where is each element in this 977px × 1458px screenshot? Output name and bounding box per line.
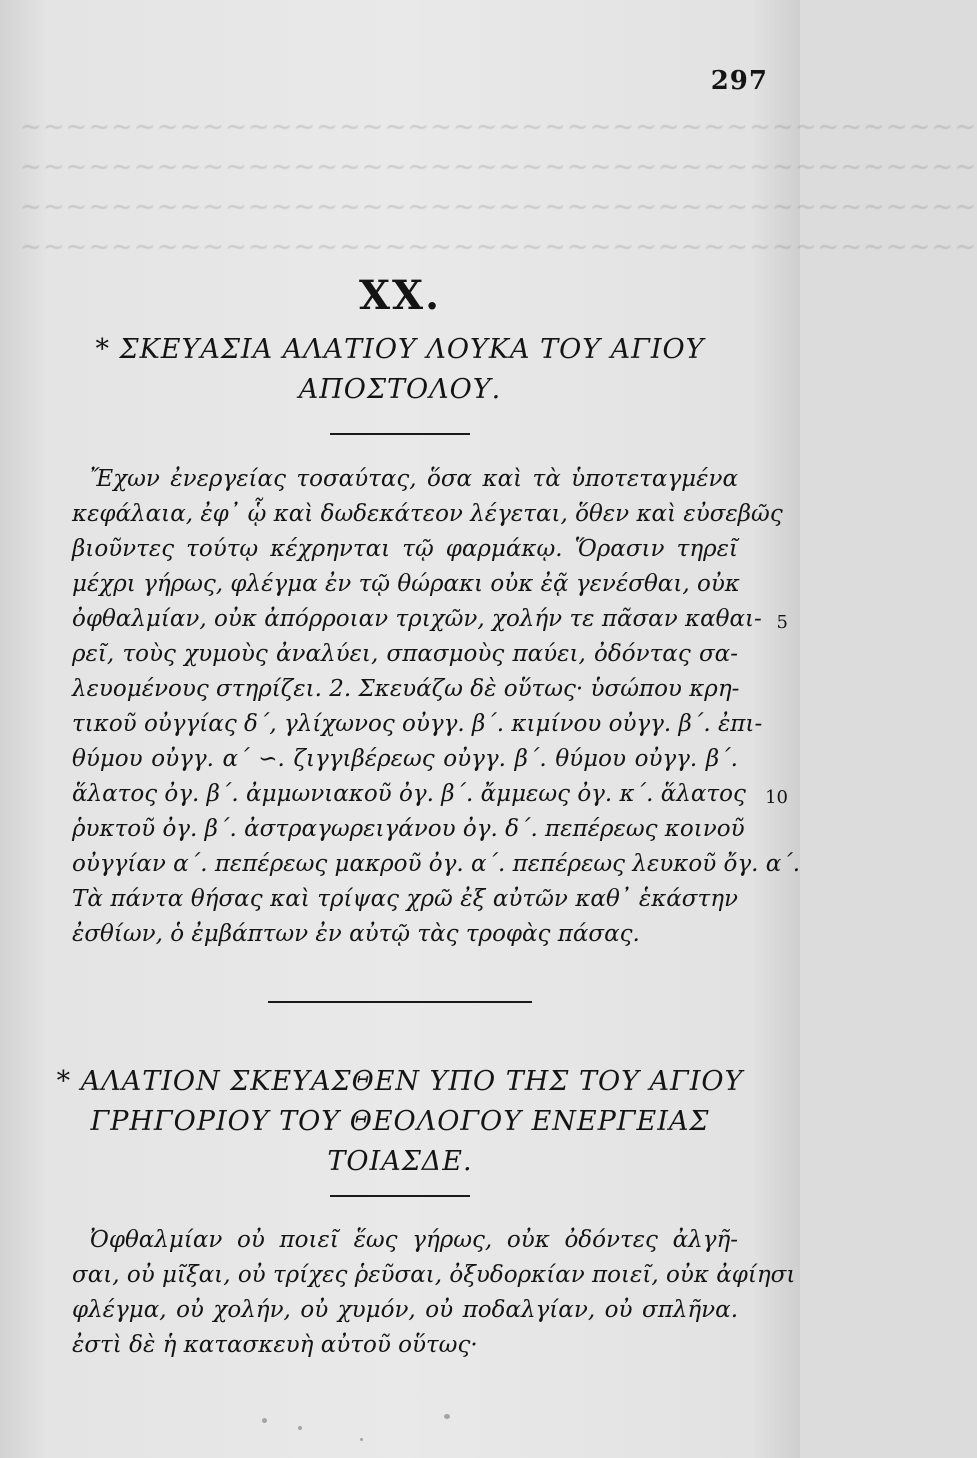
section-rule [330, 433, 470, 435]
heading-line: ΤΟΙΑΣΔΕ. [327, 1146, 473, 1177]
text-line: ὀφθαλμίαν, οὐκ ἀπόρροιαν τριχῶν, χολήν τε πᾶσαν καθαι- [72, 606, 762, 632]
section-rule [330, 1195, 470, 1197]
text-line: ἐσθίων, ὁ ἐμβάπτων ἐν αὐτῷ τὰς τροφὰς πάσας. [72, 921, 640, 947]
print-speck [298, 1426, 302, 1430]
text-line: σαι, οὐ μῖξαι, οὐ τρίχες ῥεῦσαι, ὀξυδορκίαν ποιεῖ, οὐκ ἀφίησι [72, 1262, 796, 1288]
text-line: Ἔχων ἐνεργείας τοσαύτας, ὅσα καὶ τὰ ὑποτεταγμένα [90, 466, 738, 492]
print-speck [262, 1418, 267, 1423]
margin-line-number: 10 [765, 787, 788, 808]
heading-line: ΑΠΟΣΤΟΛΟΥ. [298, 374, 502, 405]
text-line: Ὀφθαλμίαν οὐ ποιεῖ ἕως γήρως, οὐκ ὀδόντες ἀλγῆ- [90, 1227, 738, 1253]
text-line: φλέγμα, οὐ χολήν, οὐ χυμόν, οὐ ποδαλγίαν, οὐ σπλῆνα. [72, 1297, 738, 1323]
show-through-texture: ~~~~~~~~~~~~~~~~~~~~~~~~~~~~~~~~~~~~~~~~~~ [20, 232, 977, 262]
show-through-texture: ~~~~~~~~~~~~~~~~~~~~~~~~~~~~~~~~~~~~~~~~~~ [20, 112, 977, 142]
text-line: μέχρι γήρως, φλέγμα ἐν τῷ θώρακι οὐκ ἐᾷ γενέσθαι, οὐκ [72, 571, 740, 597]
section-heading-1 [40, 330, 760, 410]
heading-line: * ΑΛΑΤΙΟΝ ΣΚΕΥΑΣΘΕΝ ΥΠΟ ΤΗΣ ΤΟΥ ΑΓΙΟΥ [56, 1066, 744, 1097]
chapter-number: XX. [359, 272, 441, 319]
print-speck [444, 1414, 450, 1419]
text-line: ἐστὶ δὲ ἡ κατασκευὴ αὐτοῦ οὕτως· [72, 1332, 478, 1358]
show-through-texture: ~~~~~~~~~~~~~~~~~~~~~~~~~~~~~~~~~~~~~~~~~~ [20, 152, 977, 182]
margin-line-number: 5 [776, 612, 788, 633]
text-line: θύμου οὐγγ. α΄ ∽. ζιγγιβέρεως οὐγγ. β΄. θύμου οὐγγ. β΄. [72, 746, 738, 772]
text-line: βιοῦντες τούτῳ κέχρηνται τῷ φαρμάκῳ. Ὅρασιν τηρεῖ [72, 536, 738, 562]
text-line: κεφάλαια, ἐφ᾽ ᾧ καὶ δωδεκάτεον λέγεται, ὅθεν καὶ εὐσεβῶς [72, 501, 783, 527]
text-line: ἅλατος ὀγ. β΄. ἀμμωνιακοῦ ὀγ. β΄. ἄμμεως ὀγ. κ΄. ἅλατος [72, 781, 746, 807]
section-body-2 [72, 1223, 796, 1363]
section-divider [268, 1001, 532, 1003]
text-line: ῥυκτοῦ ὀγ. β΄. ἀστραγωρειγάνου ὀγ. δ΄. πεπέρεως κοινοῦ [72, 816, 745, 842]
heading-line: ΓΡΗΓΟΡΙΟΥ ΤΟΥ ΘΕΟΛΟΓΟΥ ΕΝΕΡΓΕΙΑΣ [90, 1106, 710, 1137]
text-line: οὐγγίαν α΄. πεπέρεως μακροῦ ὀγ. α΄. πεπέρεως λευκοῦ ὄγ. α΄. [72, 851, 801, 877]
heading-line: * ΣΚΕΥΑΣΙΑ ΑΛΑΤΙΟΥ ΛΟΥΚΑ ΤΟΥ ΑΓΙΟΥ [95, 334, 705, 365]
print-speck [360, 1438, 363, 1441]
page-number: 297 [710, 66, 768, 96]
text-line: λευομένους στηρίζει. 2. Σκευάζω δὲ οὕτως· ὑσώπου κρη- [72, 676, 740, 702]
section-heading-2 [40, 1062, 760, 1182]
show-through-texture: ~~~~~~~~~~~~~~~~~~~~~~~~~~~~~~~~~~~~~~~~~~ [20, 192, 977, 222]
text-line: Τὰ πάντα θήσας καὶ τρίψας χρῶ ἐξ αὐτῶν καθ᾽ ἑκάστην [72, 886, 738, 912]
text-line: τικοῦ οὐγγίας δ΄, γλίχωνος οὐγγ. β΄. κιμίνου οὐγγ. β΄. ἐπι- [72, 711, 763, 737]
text-line: ρεῖ, τοὺς χυμοὺς ἀναλύει, σπασμοὺς παύει, ὀδόντας σα- [72, 641, 738, 667]
